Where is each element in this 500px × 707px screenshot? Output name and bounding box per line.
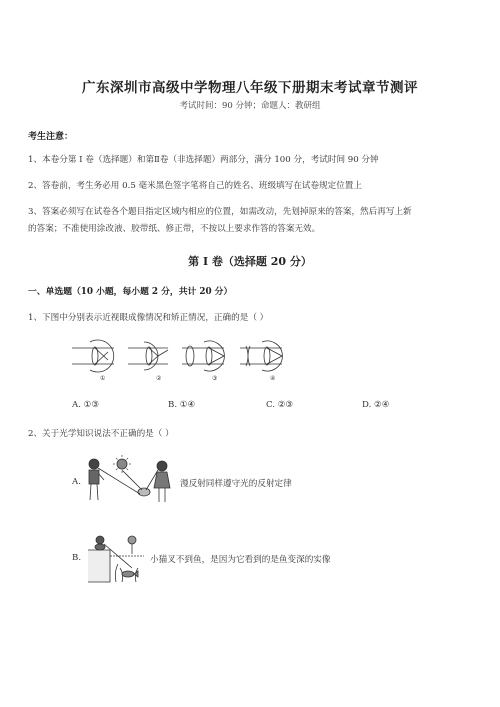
cat-fishing-image — [86, 528, 146, 584]
fig-label-1: ① — [100, 375, 106, 382]
section-title: 第 I 卷（选择题 20 分） — [188, 255, 312, 268]
notice-item-3: 3、答案必须写在试卷各个题目指定区域内相应的位置，如需改动，先划掉原来的答案，然后再写上新 — [28, 207, 412, 217]
notice-item-2: 2、答卷前，考生务必用 0.5 毫米黑色签字笔将自己的姓名、班级填写在试卷规定位置上 — [28, 181, 362, 191]
q2-option-b-text[interactable]: 小猫叉不到鱼，是因为它看到的是鱼变深的实像 — [150, 555, 331, 565]
eye-diagram-3 — [182, 341, 224, 371]
fig-label-2: ② — [156, 375, 162, 382]
q1-option-c[interactable]: C. ②③ — [266, 400, 294, 410]
eye-diagram-1 — [72, 340, 114, 372]
eye-diagrams-figure — [68, 336, 288, 382]
eye-diagram-4 — [240, 341, 282, 371]
q2-option-b-letter[interactable]: B. — [72, 553, 82, 563]
notice-item-3-cont: 的答案；不准使用涂改液、胶带纸、修正带，不按以上要求作答的答案无效。 — [28, 224, 321, 234]
q2-option-a-text[interactable]: 漫反射同样遵守光的反射定律 — [180, 479, 292, 489]
eye-diagram-2 — [128, 342, 168, 370]
question-2-stem: 2、关于光学知识说法不正确的是（ ） — [28, 429, 174, 439]
fig-label-4: ④ — [270, 375, 276, 382]
q1-option-a[interactable]: A. ①③ — [72, 400, 100, 410]
fig-label-3: ③ — [212, 375, 218, 382]
notice-item-1: 1、本卷分第 I 卷（选择题）和第Ⅱ卷（非选择题）两部分，满分 100 分，考试时间 90 分钟 — [28, 155, 379, 165]
q1-option-b[interactable]: B. ①④ — [168, 400, 196, 410]
part-heading: 一、单选题（10 小题，每小题 2 分，共计 20 分） — [28, 287, 233, 297]
notice-heading: 考生注意： — [28, 132, 74, 142]
diffuse-reflection-image — [84, 454, 176, 510]
exam-info: 考试时间：90 分钟；命题人：教研组 — [179, 101, 321, 111]
q1-option-d[interactable]: D. ②④ — [362, 400, 390, 410]
question-1-stem: 1、下图中分别表示近视眼成像情况和矫正情况，正确的是（ ） — [28, 313, 269, 323]
q2-option-a-letter[interactable]: A. — [72, 477, 81, 487]
page-title: 广东深圳市高级中学物理八年级下册期末考试章节测评 — [82, 80, 418, 96]
